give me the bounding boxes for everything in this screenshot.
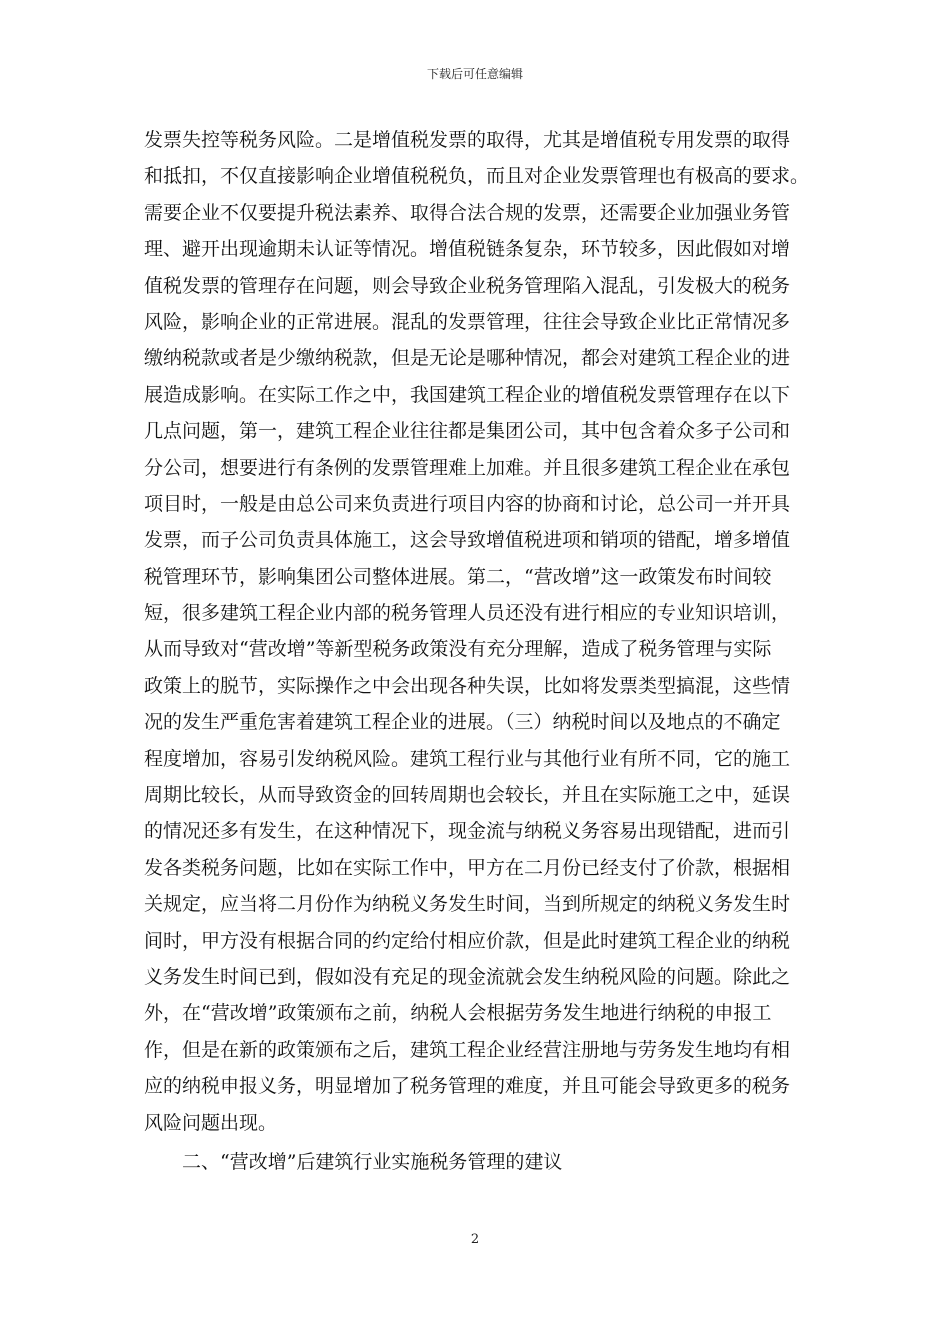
- body-line: 外，在“营改增”政策颁布之前，纳税人会根据劳务发生地进行纳税的申报工: [144, 1002, 772, 1025]
- body-line: 应的纳税申报义务，明显增加了税务管理的难度，并且可能会导致更多的税务: [144, 1075, 791, 1098]
- body-line: 短，很多建筑工程企业内部的税务管理人员还没有进行相应的专业知识培训，: [144, 602, 791, 625]
- body-line: 间时，甲方没有根据合同的约定给付相应价款，但是此时建筑工程企业的纳税: [144, 929, 791, 952]
- section-heading: 二、“营改增”后建筑行业实施税务管理的建议: [182, 1150, 563, 1173]
- body-line: 理、避开出现逾期未认证等情况。增值税链条复杂，环节较多，因此假如对增: [144, 238, 791, 261]
- body-line: 需要企业不仅要提升税法素养、取得合法合规的发票，还需要企业加强业务管: [144, 201, 791, 224]
- body-line: 的情况还多有发生，在这种情况下，现金流与纳税义务容易出现错配，进而引: [144, 820, 791, 843]
- body-line: 义务发生时间已到，假如没有充足的现金流就会发生纳税风险的问题。除此之: [144, 965, 791, 988]
- body-line: 风险问题出现。: [144, 1111, 278, 1134]
- body-line: 发票失控等税务风险。二是增值税发票的取得，尤其是增值税专用发票的取得: [144, 129, 791, 151]
- body-line: 从而导致对“营改增”等新型税务政策没有充分理解，造成了税务管理与实际: [144, 638, 772, 661]
- body-line: 风险，影响企业的正常进展。混乱的发票管理，往往会导致企业比正常情况多: [144, 310, 791, 333]
- body-line: 值税发票的管理存在问题，则会导致企业税务管理陷入混乱，引发极大的税务: [144, 274, 791, 297]
- body-line: 几点问题，第一，建筑工程企业往往都是集团公司，其中包含着众多子公司和: [144, 420, 791, 443]
- body-line: 关规定，应当将二月份作为纳税义务发生时间，当到所规定的纳税义务发生时: [144, 893, 791, 916]
- body-line: 作，但是在新的政策颁布之后，建筑工程企业经营注册地与劳务发生地均有相: [144, 1038, 791, 1061]
- body-line: 发票，而子公司负责具体施工，这会导致增值税进项和销项的错配，增多增值: [144, 529, 791, 552]
- body-text: [144, 122, 824, 1180]
- body-line: 周期比较长，从而导致资金的回转周期也会较长，并且在实际施工之中，延误: [144, 784, 791, 807]
- body-line: 分公司，想要进行有条例的发票管理难上加难。并且很多建筑工程企业在承包: [144, 456, 791, 479]
- body-line: 税管理环节，影响集团公司整体进展。第二，“营改增”这一政策发布时间较: [144, 565, 772, 588]
- body-line: 展造成影响。在实际工作之中，我国建筑工程企业的增值税发票管理存在以下: [144, 383, 791, 406]
- body-line: 程度增加，容易引发纳税风险。建筑工程行业与其他行业有所不同，它的施工: [144, 747, 791, 770]
- body-line: 项目时，一般是由总公司来负责进行项目内容的协商和讨论，总公司一并开具: [144, 492, 791, 515]
- body-line: 发各类税务问题，比如在实际工作中，甲方在二月份已经支付了价款，根据相: [144, 856, 791, 879]
- body-line: 政策上的脱节，实际操作之中会出现各种失误，比如将发票类型搞混，这些情: [144, 674, 791, 697]
- page-number: 2: [470, 1232, 480, 1247]
- body-line: 和抵扣，不仅直接影响企业增值税税负，而且对企业发票管理也有极高的要求。: [144, 165, 810, 188]
- body-line: 缴纳税款或者是少缴纳税款，但是无论是哪种情况，都会对建筑工程企业的进: [144, 347, 791, 370]
- page-header: 下载后可任意编辑: [426, 67, 523, 81]
- body-line: 况的发生严重危害着建筑工程企业的进展。（三）纳税时间以及地点的不确定: [144, 711, 781, 734]
